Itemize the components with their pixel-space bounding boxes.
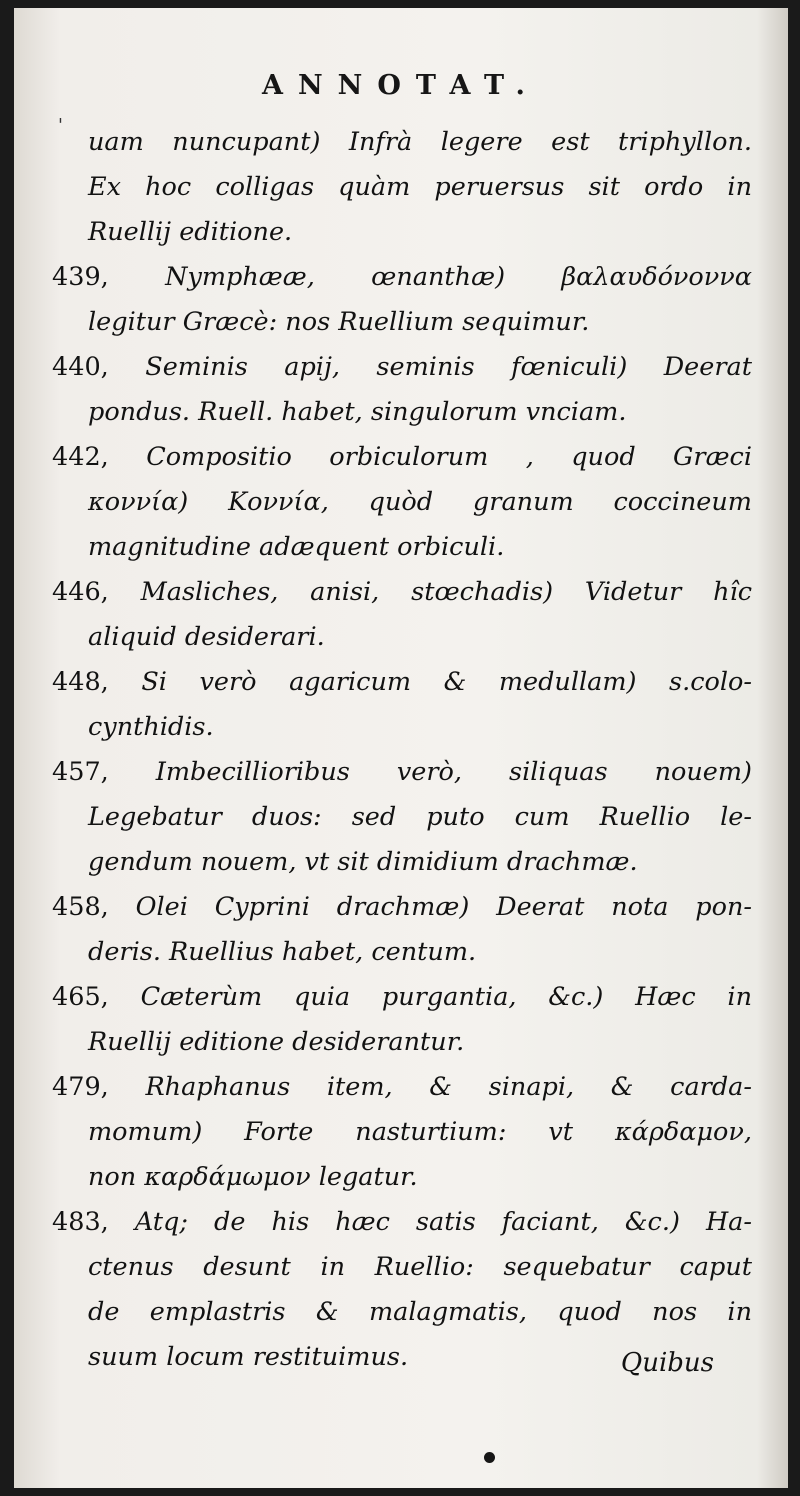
- entry-line: Olei Cyprini drachmæ) Deerat nota pon-: [135, 892, 752, 922]
- entry-first-line: [52, 345, 752, 390]
- entry-number: 440,: [52, 352, 109, 382]
- entry-number: 442,: [52, 442, 109, 472]
- entry-first-line: [52, 435, 752, 480]
- annotation-entry: [52, 885, 752, 975]
- entry-line: magnitudine adæquent orbiculi.: [88, 532, 505, 562]
- entry-line: Atq; de his hæc satis faciant, &c.) Ha-: [134, 1207, 752, 1237]
- entry-number: 457,: [52, 757, 109, 787]
- entry-line: Rhaphanus item, & sinapi, & carda-: [145, 1072, 753, 1102]
- entry-line: Legebatur duos: sed puto cum Ruellio le-: [88, 802, 752, 832]
- entry-line: pondus. Ruell. habet, singulorum vnciam.: [88, 397, 627, 427]
- entry-number: 479,: [52, 1072, 109, 1102]
- annotation-list: [52, 120, 752, 1380]
- entry-first-line: [52, 255, 752, 300]
- entry-line: κοννία) Κοννία, quòd granum coccineum: [88, 487, 752, 517]
- entry-first-line: [52, 750, 752, 795]
- entry-first-line: [52, 975, 752, 1020]
- entry-line: non καρδάμωμον legatur.: [88, 1162, 418, 1192]
- entry-line: Si verò agaricum & medullam) s.colo-: [141, 667, 752, 697]
- entry-first-line: [52, 660, 752, 705]
- entry-number: 483,: [52, 1207, 109, 1237]
- annotation-entry: [52, 345, 752, 435]
- entry-line: Seminis apij, seminis fœniculi) Deerat: [145, 352, 752, 382]
- entry-first-line: [52, 1200, 752, 1245]
- entry-line: Ruellij editione.: [88, 217, 293, 247]
- entry-line: Ex hoc colligas quàm peruersus sit ordo in: [88, 172, 752, 202]
- entry-first-line: [52, 885, 752, 930]
- annotation-entry: [52, 750, 752, 885]
- catchword: Quibus: [620, 1348, 714, 1378]
- annotation-entry: [52, 120, 752, 255]
- entry-line: Nymphææ, œnanthæ) βαλαυδόνοννα: [165, 262, 752, 292]
- annotation-entry: [52, 435, 752, 570]
- book-page: [14, 8, 788, 1488]
- entry-line: Cæterùm quia purgantia, &c.) Hæc in: [140, 982, 752, 1012]
- entry-number: 448,: [52, 667, 109, 697]
- entry-first-line: [52, 1065, 752, 1110]
- entry-line: Ruellij editione desiderantur.: [88, 1027, 465, 1057]
- annotation-entry: [52, 1065, 752, 1200]
- entry-line: legitur Græcè: nos Ruellium sequimur.: [88, 307, 590, 337]
- entry-line: suum locum restituimus.: [88, 1342, 409, 1372]
- entry-number: 439,: [52, 262, 109, 292]
- annotation-entry: [52, 570, 752, 660]
- entry-line: de emplastris & malagmatis, quod nos in: [88, 1297, 752, 1327]
- entry-line: aliquid desiderari.: [88, 622, 325, 652]
- margin-mark: ': [58, 115, 63, 136]
- annotation-entry: [52, 975, 752, 1065]
- running-head: ANNOTAT.: [262, 70, 540, 101]
- entry-line: momum) Forte nasturtium: vt κάρδαμον,: [88, 1117, 752, 1147]
- entry-line: Masliches, anisi, stœchadis) Videtur hîc: [140, 577, 752, 607]
- entry-line: Imbecillioribus verò, siliquas nouem): [155, 757, 752, 787]
- entry-line: deris. Ruellius habet, centum.: [88, 937, 477, 967]
- entry-line: gendum nouem, vt sit dimidium drachmæ.: [88, 847, 638, 877]
- entry-number: 465,: [52, 982, 109, 1012]
- entry-number: 458,: [52, 892, 109, 922]
- entry-line: cynthidis.: [88, 712, 214, 742]
- annotation-entry: [52, 660, 752, 750]
- entry-first-line: [52, 570, 752, 615]
- entry-line: Compositio orbiculorum , quod Græci: [146, 442, 752, 472]
- entry-number: 446,: [52, 577, 109, 607]
- ink-dot: [484, 1452, 495, 1463]
- entry-line: ctenus desunt in Ruellio: sequebatur caput: [88, 1252, 752, 1282]
- entry-line: uam nuncupant) Infrà legere est triphyllon.: [88, 127, 752, 157]
- annotation-entry: [52, 255, 752, 345]
